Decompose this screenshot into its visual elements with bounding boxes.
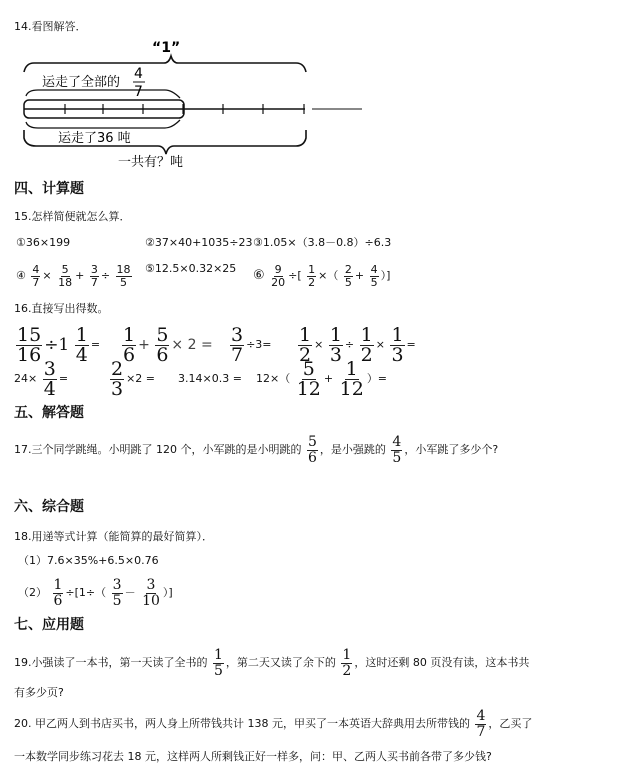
top-brace bbox=[24, 56, 306, 72]
q16-r2d: 12×（ $\frac{5}{12}$ + $\frac{1}{12}$ ）= bbox=[256, 357, 388, 400]
q16-r1d: $\frac{1}{2}$ × $\frac{1}{3}$ ÷ $\frac{1}{2}$ × $\frac{1}{3}$ = bbox=[299, 323, 416, 366]
section-5-title: 五、解答题 bbox=[14, 405, 84, 421]
q15-item-6: ⑥ $\frac{9}{20}$ ÷[ $\frac{1}{2}$ ×（ $\frac{2}{5}$ + $\frac{4}{5}$ ）] bbox=[253, 262, 391, 289]
q16-r2b: $\frac{2}{3}$ ×2 = bbox=[111, 357, 156, 400]
q14-title: 14.看图解答． bbox=[14, 20, 87, 33]
q16-r1c: $\frac{3}{7}$ ÷3= bbox=[231, 323, 272, 366]
inner-bottom-brace bbox=[26, 120, 180, 128]
q15-title: 15.怎样简便就怎么算． bbox=[14, 210, 131, 223]
section-4-title: 四、计算题 bbox=[14, 181, 84, 197]
q18-part-2: （2） $\frac{1}{6}$ ÷[1÷（ $\frac{3}{5}$ － $\frac{3}{10}$ ）] bbox=[18, 576, 173, 609]
q19-line-2: 有多少页? bbox=[14, 686, 64, 699]
q15-item-5: ⑤12.5×0.32×25 bbox=[145, 262, 237, 275]
q17: 17.三个同学跳绳。小明跳了 120 个，小军跳的是小明跳的 $\frac{5}{6}$ ，是小强跳的 $\frac{4}{5}$ ，小军跳了多少个? bbox=[14, 433, 499, 466]
q16-r2a: 24× $\frac{3}{4}$ = bbox=[14, 357, 69, 400]
q19-line-1: 19.小强读了一本书，第一天读了全书的 $\frac{1}{5}$ ，第二天又读了余下的 $\frac{1}{2}$ ，这时还剩 80 页没有读，这本书共 bbox=[14, 646, 530, 679]
one-label: “1” bbox=[152, 40, 181, 56]
q18-part-1: （1）7.6×35%+6.5×0.76 bbox=[18, 554, 159, 567]
q16-title: 16.直接写出得数。 bbox=[14, 302, 109, 315]
mark: ④ bbox=[16, 269, 26, 282]
q20-line-1: 20. 甲乙两人到书店买书，两人身上所带钱共计 138 元，甲买了一本英语大辞典用去所带钱的 $\frac{4}{7}$ ，乙买了 bbox=[14, 707, 533, 740]
inner-top-brace bbox=[26, 90, 180, 98]
q20-line-2: 一本数学同步练习花去 18 元，这样两人所剩钱正好一样多，问：甲、乙两人买书前各带了多少钱? bbox=[14, 750, 492, 763]
q18-title: 18.用递等式计算（能简算的最好简算）． bbox=[14, 530, 213, 543]
q14-diagram bbox=[0, 38, 380, 174]
q15-item-3: ③1.05×（3.8－0.8）÷6.3 bbox=[253, 236, 392, 249]
frac-n: 4 bbox=[134, 66, 143, 82]
moved-36-label: 运走了36 吨 bbox=[58, 131, 131, 146]
q16-r1b: $\frac{1}{6}$ + $\frac{5}{6}$ × 2 = bbox=[123, 323, 213, 366]
section-7-title: 七、应用题 bbox=[14, 617, 84, 633]
frac-d: 7 bbox=[134, 84, 143, 100]
q16-r2c: 3.14×0.3 = bbox=[178, 372, 242, 385]
moved-frac-label: 运走了全部的 bbox=[42, 75, 121, 90]
total-label: 一共有？吨 bbox=[118, 155, 184, 170]
q15-item-1: ①36×199 bbox=[16, 236, 71, 249]
q15-item-4: ④ $\frac{4}{7}$ × $\frac{5}{18}$ + $\frac{3}{7}$ ÷ $\frac{18}{5}$ bbox=[16, 262, 131, 289]
q16-r1a: $\frac{15}{16}$ ÷1 $\frac{1}{4}$ = bbox=[17, 323, 101, 366]
q15-item-2: ②37×40+1035÷23 bbox=[145, 236, 253, 249]
section-6-title: 六、综合题 bbox=[14, 499, 84, 515]
